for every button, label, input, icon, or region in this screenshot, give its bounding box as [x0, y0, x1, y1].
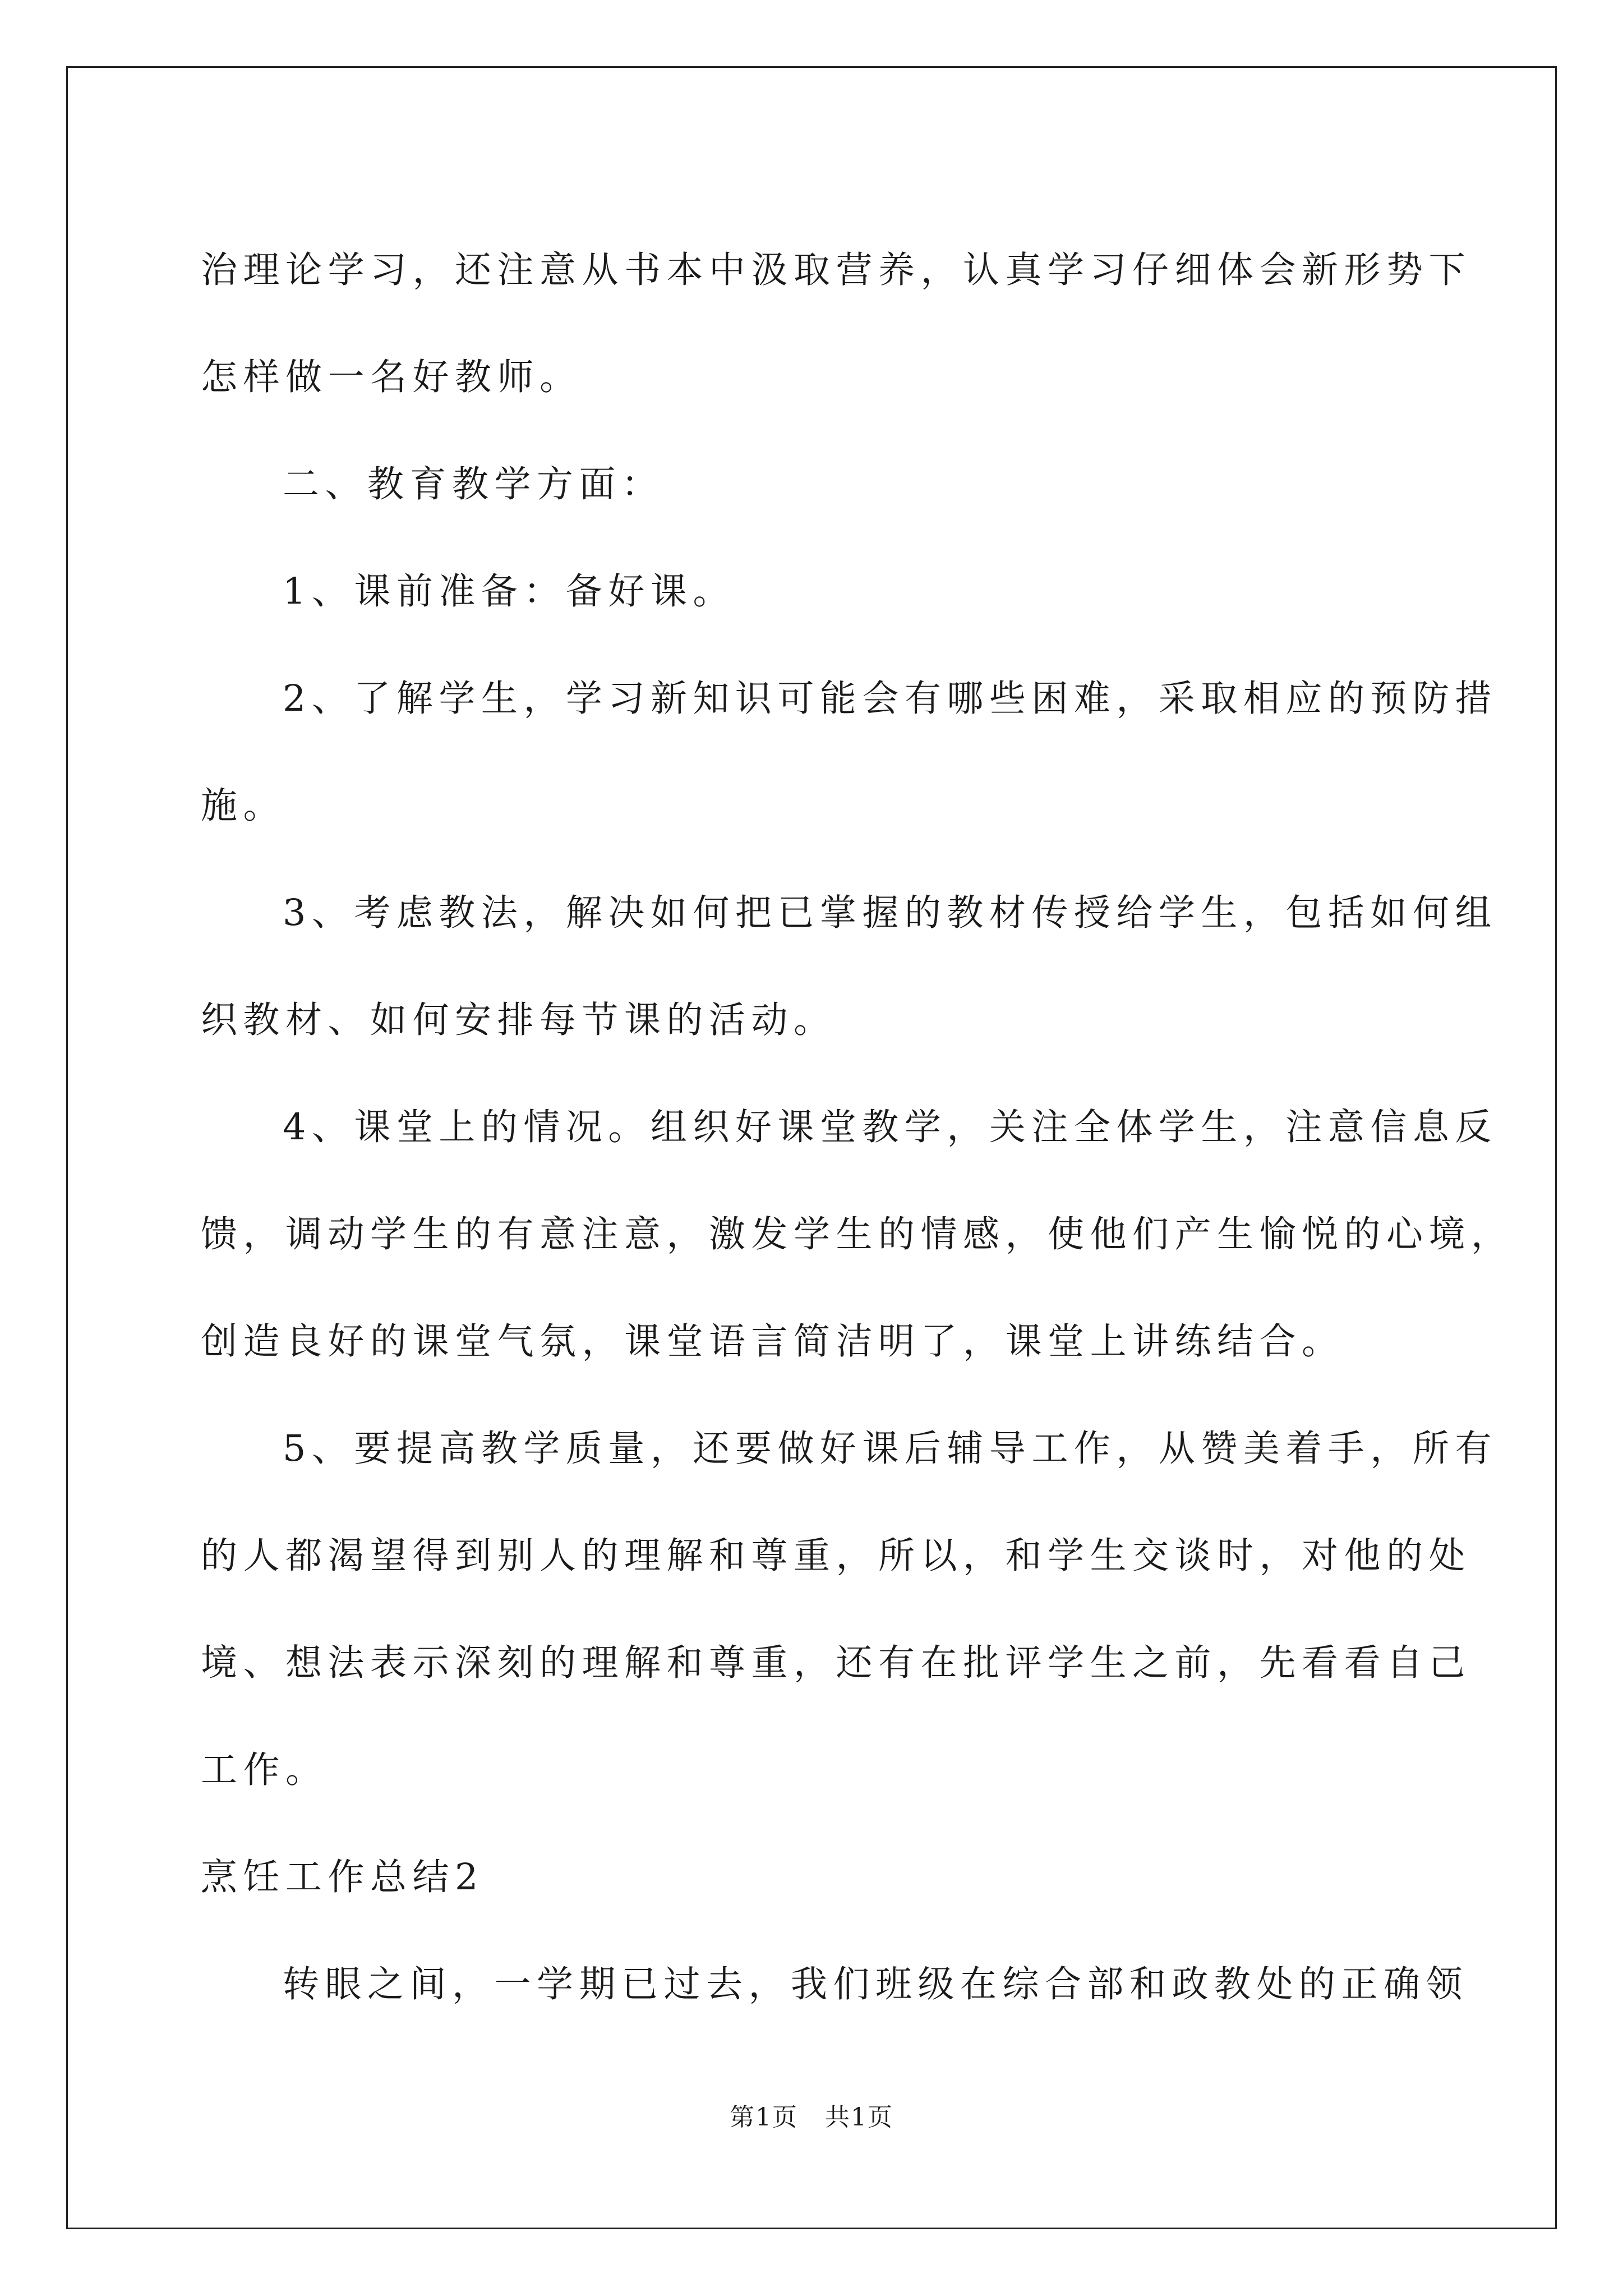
text-line: 施。	[201, 785, 286, 827]
text-line: 转眼之间，一学期已过去，我们班级在综合部和政教处的正确领	[283, 1963, 1469, 2005]
text-line: 2、了解学生，学习新知识可能会有哪些困难，采取相应的预防措	[283, 678, 1497, 720]
text-line: 境、想法表示深刻的理解和尊重，还有在批评学生之前，先看看自己	[201, 1642, 1472, 1684]
text-line: 工作。	[201, 1749, 328, 1791]
text-line: 的人都渴望得到别人的理解和尊重，所以，和学生交谈时，对他的处	[201, 1535, 1472, 1577]
text-line: 治理论学习，还注意从书本中汲取营养，认真学习仔细体会新形势下	[201, 249, 1472, 291]
text-line: 织教材、如何安排每节课的活动。	[201, 999, 836, 1041]
page-footer	[0, 2101, 1623, 2134]
text-line: 5、要提高教学质量，还要做好课后辅导工作，从赞美着手，所有	[283, 1428, 1497, 1470]
text-line: 馈，调动学生的有意注意，激发学生的情感，使他们产生愉悦的心境，	[201, 1213, 1514, 1255]
page-number: 第1页	[730, 2103, 798, 2132]
document-body	[201, 217, 1514, 2038]
text-line: 创造良好的课堂气氛，课堂语言简洁明了，课堂上讲练结合。	[201, 1320, 1344, 1363]
text-line: 1、课前准备：备好课。	[283, 570, 735, 613]
section-title: 烹饪工作总结2	[201, 1856, 484, 1898]
text-line: 怎样做一名好教师。	[201, 356, 582, 398]
section-heading: 二、教育教学方面：	[283, 463, 664, 505]
text-line: 4、课堂上的情况。组织好课堂教学，关注全体学生，注意信息反	[283, 1106, 1497, 1148]
page-total: 共1页	[825, 2103, 893, 2132]
text-line: 3、考虑教法，解决如何把已掌握的教材传授给学生，包括如何组	[283, 892, 1497, 934]
